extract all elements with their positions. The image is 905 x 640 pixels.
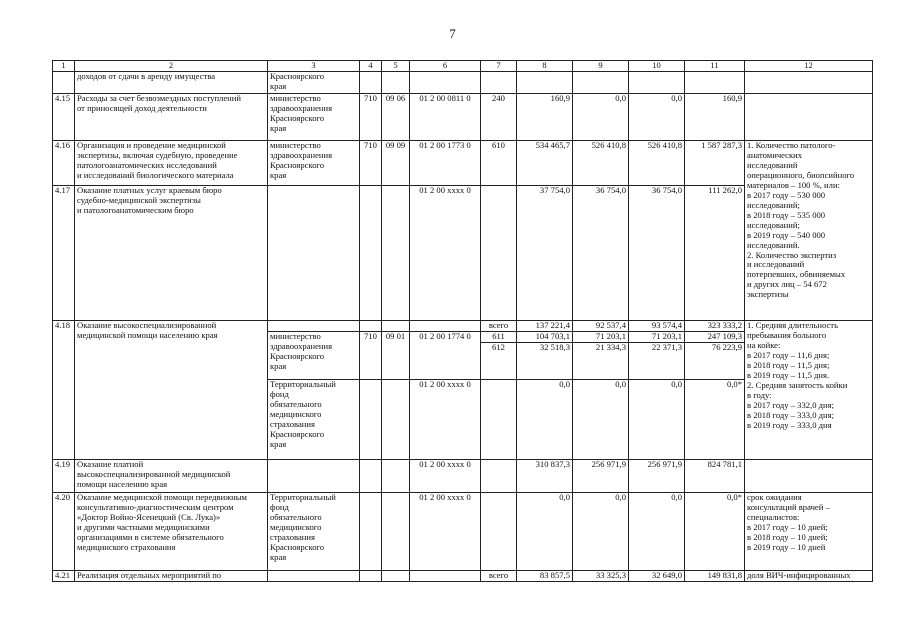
row-result: срок ожидания консультаций врачей – специалистов: в 2017 году – 10 дней; в 2018 году – 10 дней; в 2019 году – 10 дней (745, 492, 873, 570)
row-grbs: 710 (360, 140, 382, 185)
table-row (53, 459, 873, 492)
row-csr: 01 2 00 xxxx 0 (410, 459, 481, 492)
row-result: доля ВИЧ-инфицированных (745, 570, 873, 581)
row-csr: 01 2 00 1774 0 (410, 331, 481, 379)
row-number: 4.20 (53, 492, 75, 570)
header-cell: 11 (685, 61, 745, 72)
row-number: 4.17 (53, 185, 75, 320)
row-total: 0,0* (685, 379, 745, 459)
row-2018: 36 754,0 (573, 185, 629, 320)
table-row (53, 492, 873, 570)
row-2018: 256 971,9 (573, 459, 629, 492)
row-org: Территориальный фонд обязательного медицинского страхования Красноярского края (268, 379, 360, 459)
row-csr: 01 2 00 xxxx 0 (410, 379, 481, 459)
header-cell: 9 (573, 61, 629, 72)
header-cell: 7 (481, 61, 517, 72)
row-2017: 0,0 (517, 379, 573, 459)
row-number: 4.21 (53, 570, 75, 581)
row-org: министерство здравоохранения Красноярского края (268, 140, 360, 185)
row-number: 4.16 (53, 140, 75, 185)
header-cell: 4 (360, 61, 382, 72)
header-cell: 8 (517, 61, 573, 72)
table-row (53, 93, 873, 140)
row-csr: 01 2 00 0811 0 (410, 93, 481, 140)
row-2017: 310 837,3 (517, 459, 573, 492)
row-2019: 71 203,1 (629, 331, 685, 342)
row-number: 4.19 (53, 459, 75, 492)
row-2017: 534 465,7 (517, 140, 573, 185)
row-vr: 240 (481, 93, 517, 140)
row-2017: 37 754,0 (517, 185, 573, 320)
row-total: 824 781,1 (685, 459, 745, 492)
row-vr: всего (481, 570, 517, 581)
row-total: 160,9 (685, 93, 745, 140)
row-2019: 93 574,4 (629, 320, 685, 331)
row-csr: 01 2 00 xxxx 0 (410, 492, 481, 570)
row-2017: 137 221,4 (517, 320, 573, 331)
row-rzpr: 09 09 (382, 140, 410, 185)
row-vr: 612 (481, 342, 517, 379)
row-2019: 256 971,9 (629, 459, 685, 492)
row-number: 4.18 (53, 320, 75, 459)
row-name: Расходы за счет безвозмездных поступлений от приносящей доход деятельности (75, 93, 268, 140)
row-name: Оказание медицинской помощи передвижным консультативно-диагностическим центром «Доктор Войно-Ясенецкий (Св. Лука)» и другими частными медицинскими организациями в системе обязательного медицинского страхования (75, 492, 268, 570)
header-cell: 3 (268, 61, 360, 72)
table-row (53, 71, 873, 93)
row-2017: 83 857,5 (517, 570, 573, 581)
row-name: Оказание высокоспециализированной медицинской помощи населению края (75, 320, 268, 459)
row-result: 1. Количество патолого- анатомических исследований операционного, биопсийного материалов – 100 %, или: в 2017 году – 530 000 исследований; в 2018 году – 535 000 исследований; в 2019 году – 540 000 исследований. 2. Количество экспертиз и исследований потерпевших, обвиняемых и других лиц – 54 672 экспертизы (745, 140, 873, 320)
row-2018: 33 325,3 (573, 570, 629, 581)
row-org: Красноярского края (268, 71, 360, 93)
row-result: 1. Средняя длительность пребывания больного на койке: в 2017 году – 11,6 дня; в 2018 году – 11,5 дня; в 2019 году – 11,5 дня. 2. Средняя занятость койки в году: в 2017 году – 332,0 дня; в 2018 году – 333,0 дня; в 2019 году – 333,0 дня (745, 320, 873, 459)
row-total: 76 223,9 (685, 342, 745, 379)
row-total: 111 262,0 (685, 185, 745, 320)
row-name: Оказание платных услуг краевым бюро судебно-медицинской экспертизы и патологоанатомическим бюро (75, 185, 268, 320)
row-vr: 610 (481, 140, 517, 185)
row-csr: 01 2 00 xxxx 0 (410, 185, 481, 320)
row-2018: 526 410,8 (573, 140, 629, 185)
row-org: министерство здравоохранения Красноярского края (268, 331, 360, 379)
row-vr: всего (481, 320, 517, 331)
row-total: 323 333,2 (685, 320, 745, 331)
row-total: 247 109,3 (685, 331, 745, 342)
row-grbs: 710 (360, 331, 382, 379)
row-csr: 01 2 00 1773 0 (410, 140, 481, 185)
row-rzpr: 09 01 (382, 331, 410, 379)
row-grbs: 710 (360, 93, 382, 140)
row-2018: 0,0 (573, 379, 629, 459)
row-2017: 0,0 (517, 492, 573, 570)
row-2017: 104 703,1 (517, 331, 573, 342)
row-rzpr: 09 06 (382, 93, 410, 140)
row-org: Территориальный фонд обязательного медицинского страхования Красноярского края (268, 492, 360, 570)
row-name: Организация и проведение медицинской экспертизы, включая судебную, проведение патологоанатомических исследований и исследований биологического материала (75, 140, 268, 185)
row-2018: 0,0 (573, 492, 629, 570)
header-cell: 12 (745, 61, 873, 72)
row-2019: 22 371,3 (629, 342, 685, 379)
row-2017: 160,9 (517, 93, 573, 140)
row-2019: 32 649,0 (629, 570, 685, 581)
row-2019: 0,0 (629, 93, 685, 140)
row-number: 4.15 (53, 93, 75, 140)
row-name: доходов от сдачи в аренду имущества (75, 71, 268, 93)
header-cell: 5 (382, 61, 410, 72)
row-2019: 0,0 (629, 379, 685, 459)
row-2019: 0,0 (629, 492, 685, 570)
header-cell: 1 (53, 61, 75, 72)
table-row (53, 320, 873, 331)
row-2018: 0,0 (573, 93, 629, 140)
row-2019: 36 754,0 (629, 185, 685, 320)
row-org: министерство здравоохранения Красноярского края (268, 93, 360, 140)
row-2018: 92 537,4 (573, 320, 629, 331)
row-2017: 32 518,3 (517, 342, 573, 379)
table-row (53, 140, 873, 185)
row-vr: 611 (481, 331, 517, 342)
row-2018: 21 334,3 (573, 342, 629, 379)
table-row (53, 570, 873, 581)
header-row (53, 61, 873, 72)
header-cell: 6 (410, 61, 481, 72)
header-cell: 2 (75, 61, 268, 72)
row-name: Оказание платной высокоспециализированной медицинской помощи населению края (75, 459, 268, 492)
row-total: 149 831,8 (685, 570, 745, 581)
row-total: 0,0* (685, 492, 745, 570)
page-number: 7 (449, 26, 456, 41)
row-total: 1 587 287,3 (685, 140, 745, 185)
row-2018: 71 203,1 (573, 331, 629, 342)
row-2019: 526 410,8 (629, 140, 685, 185)
row-name: Реализация отдельных мероприятий по (75, 570, 268, 581)
program-table (52, 60, 873, 582)
header-cell: 10 (629, 61, 685, 72)
